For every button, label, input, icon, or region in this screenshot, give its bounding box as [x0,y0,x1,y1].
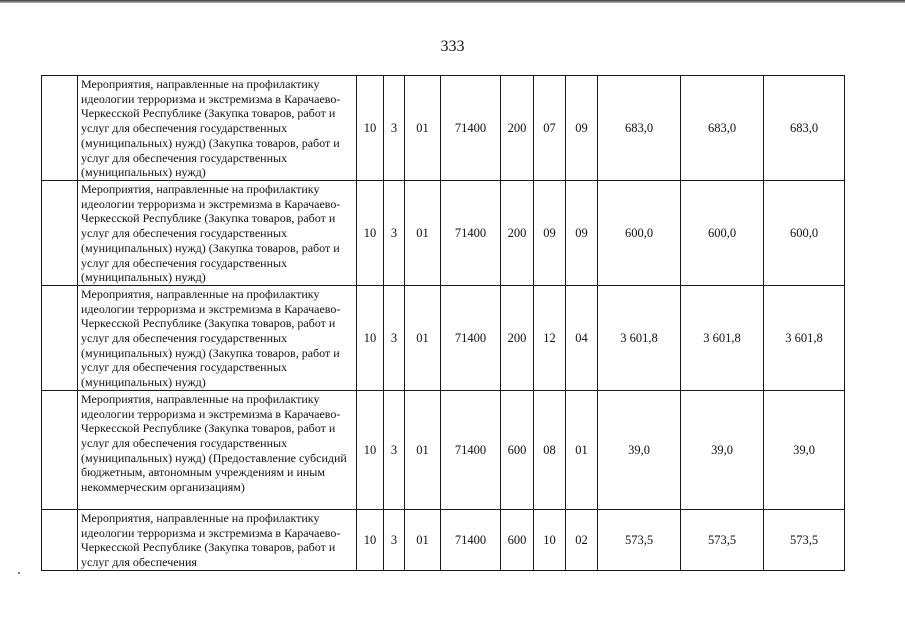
budget-table [41,75,845,571]
amount-cell: 3 601,8 [764,285,845,390]
index-cell [42,181,78,286]
code-cell: 10 [357,181,384,286]
scan-top-edge [0,0,905,3]
page-number: 333 [440,38,465,55]
index-cell [42,390,78,509]
code-cell: 02 [566,509,598,570]
code-cell: 3 [384,390,405,509]
amount-cell: 39,0 [681,390,764,509]
amount-cell: 573,5 [764,509,845,570]
table-row [42,285,845,390]
code-cell: 12 [534,285,566,390]
code-cell: 600 [501,509,534,570]
amount-cell: 600,0 [764,181,845,286]
code-cell: 01 [405,509,441,570]
amount-cell: 39,0 [764,390,845,509]
code-cell: 10 [357,76,384,181]
description-cell: Мероприятия, направленные на профилактику идеологии терроризма и экстремизма в Карачаево-Черкесской Республике (Закупка товаров, работ и услуг для обеспечения государственных (муниципальных) нужд) (Закупка товаров, работ и услуг для обеспечения государственных (муниципальных) нужд) [78,76,357,181]
amount-cell: 573,5 [681,509,764,570]
code-cell: 01 [405,76,441,181]
description-cell: Мероприятия, направленные на профилактику идеологии терроризма и экстремизма в Карачаево-Черкесской Республике (Закупка товаров, работ и услуг для обеспечения [78,509,357,570]
description-cell: Мероприятия, направленные на профилактику идеологии терроризма и экстремизма в Карачаево-Черкесской Республике (Закупка товаров, работ и услуг для обеспечения государственных (муниципальных) нужд) (Предоставление субсидий бюджетным, автономным учреждениям и иным некоммерческим организациям) [78,390,357,509]
code-cell: 01 [405,181,441,286]
code-cell: 10 [357,509,384,570]
code-cell: 71400 [441,509,501,570]
amount-cell: 600,0 [681,181,764,286]
amount-cell: 39,0 [598,390,681,509]
index-cell [42,509,78,570]
code-cell: 200 [501,285,534,390]
table-row [42,181,845,286]
code-cell: 71400 [441,76,501,181]
code-cell: 01 [405,285,441,390]
code-cell: 200 [501,76,534,181]
code-cell: 71400 [441,285,501,390]
code-cell: 09 [566,76,598,181]
code-cell: 10 [357,285,384,390]
code-cell: 71400 [441,181,501,286]
index-cell [42,285,78,390]
amount-cell: 3 601,8 [681,285,764,390]
table-row [42,390,845,509]
code-cell: 600 [501,390,534,509]
code-cell: 71400 [441,390,501,509]
amount-cell: 600,0 [598,181,681,286]
code-cell: 3 [384,509,405,570]
code-cell: 04 [566,285,598,390]
amount-cell: 683,0 [681,76,764,181]
table-row [42,76,845,181]
amount-cell: 683,0 [598,76,681,181]
index-cell [42,76,78,181]
code-cell: 10 [534,509,566,570]
code-cell: 09 [566,181,598,286]
code-cell: 10 [357,390,384,509]
amount-cell: 573,5 [598,509,681,570]
code-cell: 200 [501,181,534,286]
code-cell: 3 [384,181,405,286]
description-cell: Мероприятия, направленные на профилактику идеологии терроризма и экстремизма в Карачаево-Черкесской Республике (Закупка товаров, работ и услуг для обеспечения государственных (муниципальных) нужд) (Закупка товаров, работ и услуг для обеспечения государственных (муниципальных) нужд) [78,181,357,286]
table-row [42,509,845,570]
code-cell: 3 [384,76,405,181]
code-cell: 01 [566,390,598,509]
amount-cell: 683,0 [764,76,845,181]
code-cell: 3 [384,285,405,390]
code-cell: 08 [534,390,566,509]
description-cell: Мероприятия, направленные на профилактику идеологии терроризма и экстремизма в Карачаево-Черкесской Республике (Закупка товаров, работ и услуг для обеспечения государственных (муниципальных) нужд) (Закупка товаров, работ и услуг для обеспечения государственных (муниципальных) нужд) [78,285,357,390]
code-cell: 07 [534,76,566,181]
code-cell: 09 [534,181,566,286]
amount-cell: 3 601,8 [598,285,681,390]
code-cell: 01 [405,390,441,509]
scan-speck [18,572,20,574]
